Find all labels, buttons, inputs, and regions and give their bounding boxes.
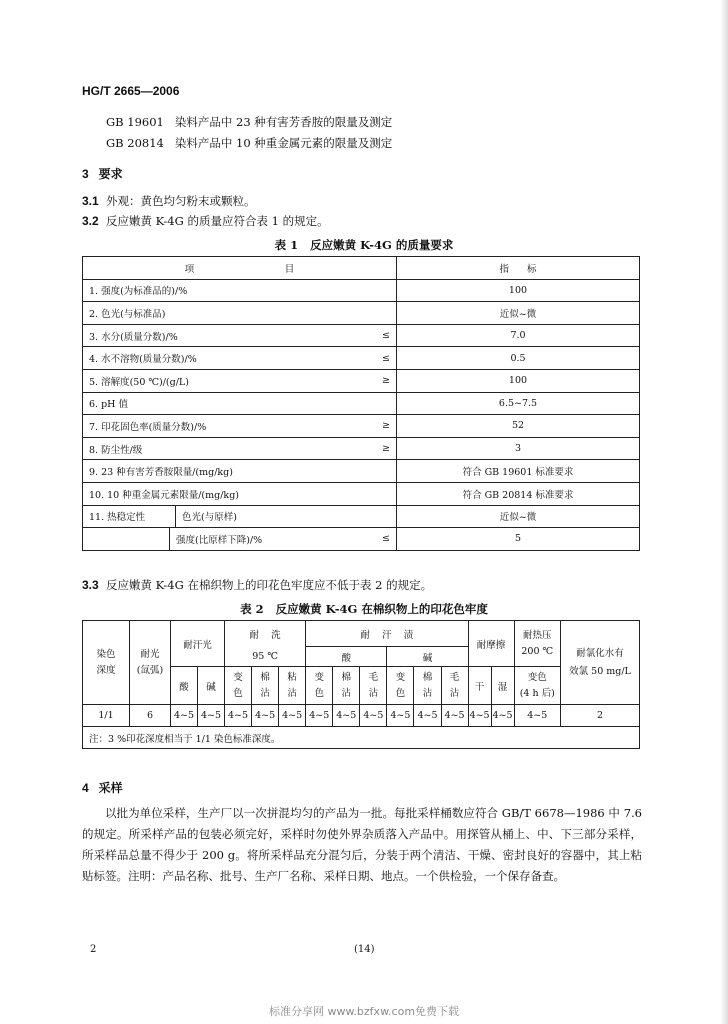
- cell: 4~5: [306, 705, 333, 727]
- section-4-heading: 4 采样: [82, 781, 123, 795]
- row-value: 近似~微: [397, 505, 640, 528]
- section-3-heading: 3 要求: [82, 167, 123, 181]
- row-symbol: ≥: [368, 369, 397, 392]
- ref-title: 染料产品中 10 种重金属元素的限量及测定: [174, 136, 393, 150]
- col-header-wash-temp: 95 ℃: [225, 647, 306, 667]
- table-1-caption: 表 1 反应嫩黄 K-4G 的质量要求: [274, 238, 454, 252]
- cell: 4~5: [198, 705, 225, 727]
- cell: 4~5: [441, 705, 468, 727]
- table-header-row: [83, 621, 640, 647]
- table-row: [83, 705, 640, 727]
- row-11b-cell: [83, 528, 369, 551]
- cell: 4~5: [414, 705, 441, 727]
- row-symbol: [368, 302, 397, 325]
- ref-title: 染料产品中 23 种有害芳香胺的限量及测定: [174, 115, 393, 129]
- col-header-item: 项 目: [83, 257, 397, 280]
- row-symbol: [368, 460, 397, 483]
- row-symbol: [368, 392, 397, 415]
- row-label: 9. 23 种有害芳香胺限量/(mg/kg): [83, 460, 369, 483]
- col-header-sweat-light: 耐汗光: [171, 621, 225, 667]
- row-value: 5: [397, 528, 640, 551]
- cell: 4~5: [468, 705, 491, 727]
- row-label: 10. 10 种重金属元素限量/(mg/kg): [83, 482, 369, 505]
- col-header-chlorine: 耐氯化水有 效氯 50 mg/L: [561, 621, 640, 705]
- table-row: [83, 369, 640, 392]
- page-center-number: (14): [354, 944, 375, 955]
- row-value: 52: [397, 415, 640, 438]
- clause-number: 3.2: [82, 214, 99, 228]
- col-header-value: 指 标: [397, 257, 640, 280]
- col-header-rub: 耐摩擦: [468, 621, 514, 667]
- row-label-spacer: [83, 528, 170, 550]
- cell: 4~5: [387, 705, 414, 727]
- sub-change: 变 色: [306, 667, 333, 705]
- table-row: [83, 279, 640, 302]
- row-label: 5. 溶解度(50 ℃)/(g/L): [83, 369, 369, 392]
- ref-code: GB 20814: [106, 136, 164, 150]
- col-header-depth: 染色 深度: [83, 621, 130, 705]
- cell: 4~5: [225, 705, 252, 727]
- table-note: 注：3 %印花深度相当于 1/1 染色标准深度。: [83, 727, 640, 749]
- sub-wool: 毛 沾: [441, 667, 468, 705]
- row-label: 1. 强度(为标准品的)/%: [83, 279, 369, 302]
- table-note-row: [83, 727, 640, 749]
- cell: 4~5: [514, 705, 560, 727]
- row-symbol: [368, 279, 397, 302]
- row-symbol: ≤: [368, 347, 397, 370]
- row-value: 3: [397, 437, 640, 460]
- sub-cotton: 棉 沾: [414, 667, 441, 705]
- col-header-perspiration: 耐 汗 渍: [306, 621, 468, 647]
- watermark: 标准分享网 www.bzfxw.com免费下载: [268, 1005, 460, 1018]
- row-value: 100: [397, 279, 640, 302]
- sub-wool: 毛 沾: [360, 667, 387, 705]
- col-header-acid: 酸: [306, 647, 387, 667]
- section-4-body: 以批为单位采样，生产厂以一次拼混均匀的产品为一批。每批采样桶数应符合 GB/T 6678—1986 中 7.6 的规定。所采样产品的包装必须完好，采样时勿使外界杂质落入产品中。用探管从桶上、中、下三部分采样，所采样品总量不得少于 200 g。将所采样品充分混匀后，分装于两个清洁、干燥、密封良好的容器中，其上粘贴标签。注明：产品名称、批号、生产厂名称、采样日期、地点。一个供检验，一个保存备查。: [82, 806, 642, 883]
- sub-change: 变 色: [225, 667, 252, 705]
- row-value: 0.5: [397, 347, 640, 370]
- row-value: 符合 GB 19601 标准要求: [397, 460, 640, 483]
- col-header-wash: 耐 洗: [225, 621, 306, 647]
- row-symbol: ≤: [368, 528, 397, 551]
- clause-text: 外观：黄色均匀粉末或颗粒。: [106, 194, 256, 208]
- col-header-hot-press: 耐热压 200 ℃: [514, 621, 560, 667]
- row-label: 11. 热稳定性: [83, 506, 176, 528]
- row-symbol: ≥: [368, 437, 397, 460]
- clause-text: 反应嫩黄 K-4G 在棉织物上的印花色牢度应不低于表 2 的规定。: [106, 578, 433, 592]
- page-number: 2: [90, 944, 97, 955]
- table-row: [83, 505, 640, 528]
- cell: 4~5: [360, 705, 387, 727]
- row-sub-label: 色光(与原样): [182, 512, 237, 524]
- standard-number: HG/T 2665—2006: [82, 84, 180, 98]
- cell: 4~5: [171, 705, 198, 727]
- reference-2: [106, 135, 392, 151]
- row-label: 2. 色光(与标准品): [83, 302, 369, 325]
- table-1: [82, 256, 640, 551]
- table-2-caption: 表 2 反应嫩黄 K-4G 在棉织物上的印花色牢度: [240, 602, 488, 616]
- table-row: [83, 460, 640, 483]
- cell: 4~5: [252, 705, 279, 727]
- sub-cotton: 棉 沾: [333, 667, 360, 705]
- sub-hot-change: 变色 (4 h 后): [514, 667, 560, 705]
- row-11-cell: [83, 505, 397, 528]
- row-label: 7. 印花固色率(质量分数)/%: [83, 415, 369, 438]
- clause-3-1: [82, 193, 256, 209]
- table-row: [83, 528, 640, 551]
- table-2: [82, 620, 640, 749]
- table-row: [83, 437, 640, 460]
- cell: 6: [130, 705, 171, 727]
- sub-dry: 干: [468, 667, 491, 705]
- clause-number: 3.1: [82, 194, 99, 208]
- reference-1: [106, 114, 392, 130]
- row-label: 3. 水分(质量分数)/%: [83, 324, 369, 347]
- cell: 4~5: [279, 705, 306, 727]
- row-symbol: [368, 482, 397, 505]
- row-label: 8. 防尘性/级: [83, 437, 369, 460]
- row-label: 4. 水不溶物(质量分数)/%: [83, 347, 369, 370]
- table-row: [83, 302, 640, 325]
- table-row: [83, 415, 640, 438]
- clause-text: 反应嫩黄 K-4G 的质量应符合表 1 的规定。: [106, 214, 329, 228]
- sub-alkali: 碱: [198, 667, 225, 705]
- table-row: [83, 324, 640, 347]
- table-row: [83, 392, 640, 415]
- row-sub-label: 强度(比原样下降)/%: [176, 534, 263, 546]
- row-value: 符合 GB 20814 标准要求: [397, 482, 640, 505]
- row-value: 6.5~7.5: [397, 392, 640, 415]
- sub-stain: 粘 沾: [279, 667, 306, 705]
- row-symbol: ≥: [368, 415, 397, 438]
- clause-3-2: [82, 213, 329, 229]
- col-header-light: 耐光 (氙弧): [130, 621, 171, 705]
- cell: 4~5: [491, 705, 514, 727]
- row-label: 6. pH 值: [83, 392, 369, 415]
- row-value: 7.0: [397, 324, 640, 347]
- table-row: [83, 482, 640, 505]
- clause-number: 3.3: [82, 578, 99, 592]
- page-edge-shadow: [720, 0, 728, 1024]
- cell: 1/1: [83, 705, 130, 727]
- sub-acid: 酸: [171, 667, 198, 705]
- clause-3-3: [82, 577, 432, 593]
- table-header-row: [83, 257, 640, 280]
- row-value: 100: [397, 369, 640, 392]
- sub-cotton: 棉 沾: [252, 667, 279, 705]
- table-row: [83, 347, 640, 370]
- sub-wet: 湿: [491, 667, 514, 705]
- row-value: 近似~微: [397, 302, 640, 325]
- row-symbol: ≤: [368, 324, 397, 347]
- sub-change: 变 色: [387, 667, 414, 705]
- cell: 2: [561, 705, 640, 727]
- col-header-alkali: 碱: [387, 647, 468, 667]
- ref-code: GB 19601: [106, 115, 164, 129]
- cell: 4~5: [333, 705, 360, 727]
